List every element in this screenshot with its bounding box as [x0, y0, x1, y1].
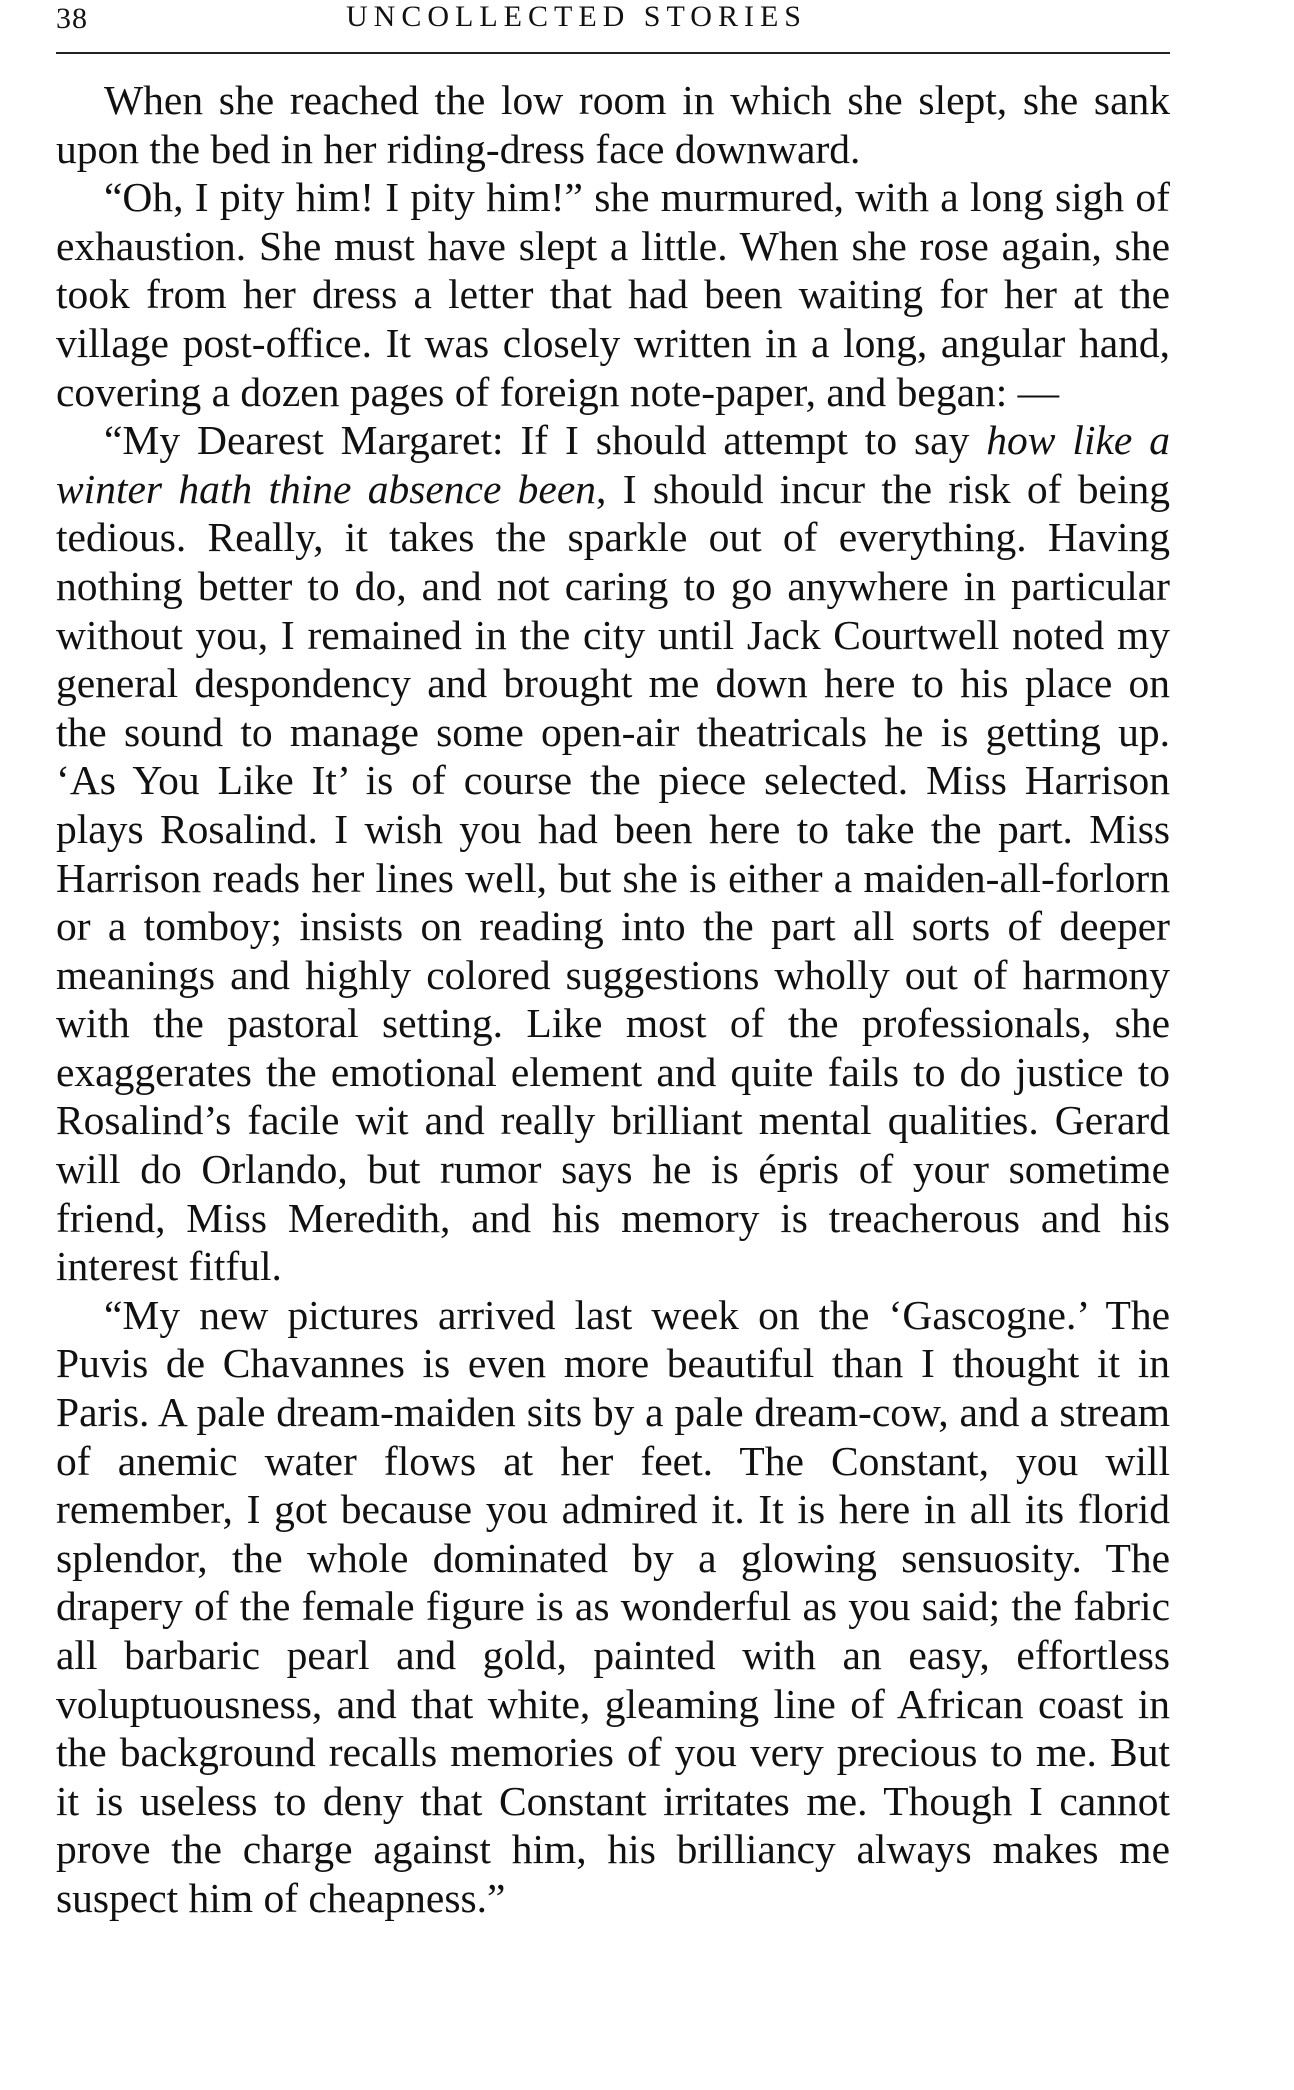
paragraph-3 — [56, 416, 1170, 1291]
paragraph-2: “Oh, I pity him! I pity him!” she murmured, with a long sigh of exhaustion. She must have slept a little. When she rose again, she took from her dress a letter that had been waiting for her at the village post-office. It was closely written in a long, angular hand, covering a dozen pages of foreign note-paper, and began: — — [56, 174, 1170, 415]
shakespeare-quote: how like a winter hath thine absence been — [56, 417, 1170, 512]
header-rule — [56, 52, 1170, 54]
page-number: 38 — [56, 2, 88, 35]
book-page — [56, 0, 1170, 2090]
body-text — [56, 76, 1170, 1923]
running-head — [56, 0, 1170, 44]
paragraph-3-start: “My Dearest Margaret: If I should attempt to say — [104, 417, 987, 464]
running-title: UNCOLLECTED STORIES — [346, 0, 807, 33]
paragraph-3-rest: , I should incur the risk of being tedious. Really, it takes the sparkle out of everything. Having nothing better to do, and not caring to go anywhere in particular without you, I remained in the city until Jack Courtwell noted my general despondency and brought me down here to his place on the sound to manage some open-air theatricals he is getting up. ‘As You Like It’ is of course the piece selected. Miss Harrison plays Rosalind. I wish you had been here to take the part. Miss Harrison reads her lines well, but she is either a maiden-all-forlorn or a tomboy; insists on reading into the part all sorts of deeper meanings and highly colored suggestions wholly out of harmony with the pastoral setting. Like most of the professionals, she exaggerates the emotional element and quite fails to do justice to Rosalind’s facile wit and really brilliant mental qualities. Gerard will do Orlando, but rumor says he is épris of your sometime friend, Miss Meredith, and his memory is treacherous and his interest fitful. — [56, 465, 1170, 1290]
paragraph-1: When she reached the low room in which she slept, she sank upon the bed in her riding-dress face downward. — [56, 77, 1170, 172]
paragraph-4: “My new pictures arrived last week on the ‘Gascogne.’ The Puvis de Chavannes is even more beautiful than I thought it in Paris. A pale dream-maiden sits by a pale dream-cow, and a stream of anemic water flows at her feet. The Constant, you will remember, I got because you admired it. It is here in all its florid splendor, the whole dominated by a glowing sensuosity. The drapery of the female figure is as wonderful as you said; the fabric all barbaric pearl and gold, painted with an easy, effortless voluptuousness, and that white, gleaming line of African coast in the background recalls memories of you very precious to me. But it is useless to deny that Constant irritates me. Though I cannot prove the charge against him, his brilliancy always makes me suspect him of cheapness.” — [56, 1291, 1170, 1921]
